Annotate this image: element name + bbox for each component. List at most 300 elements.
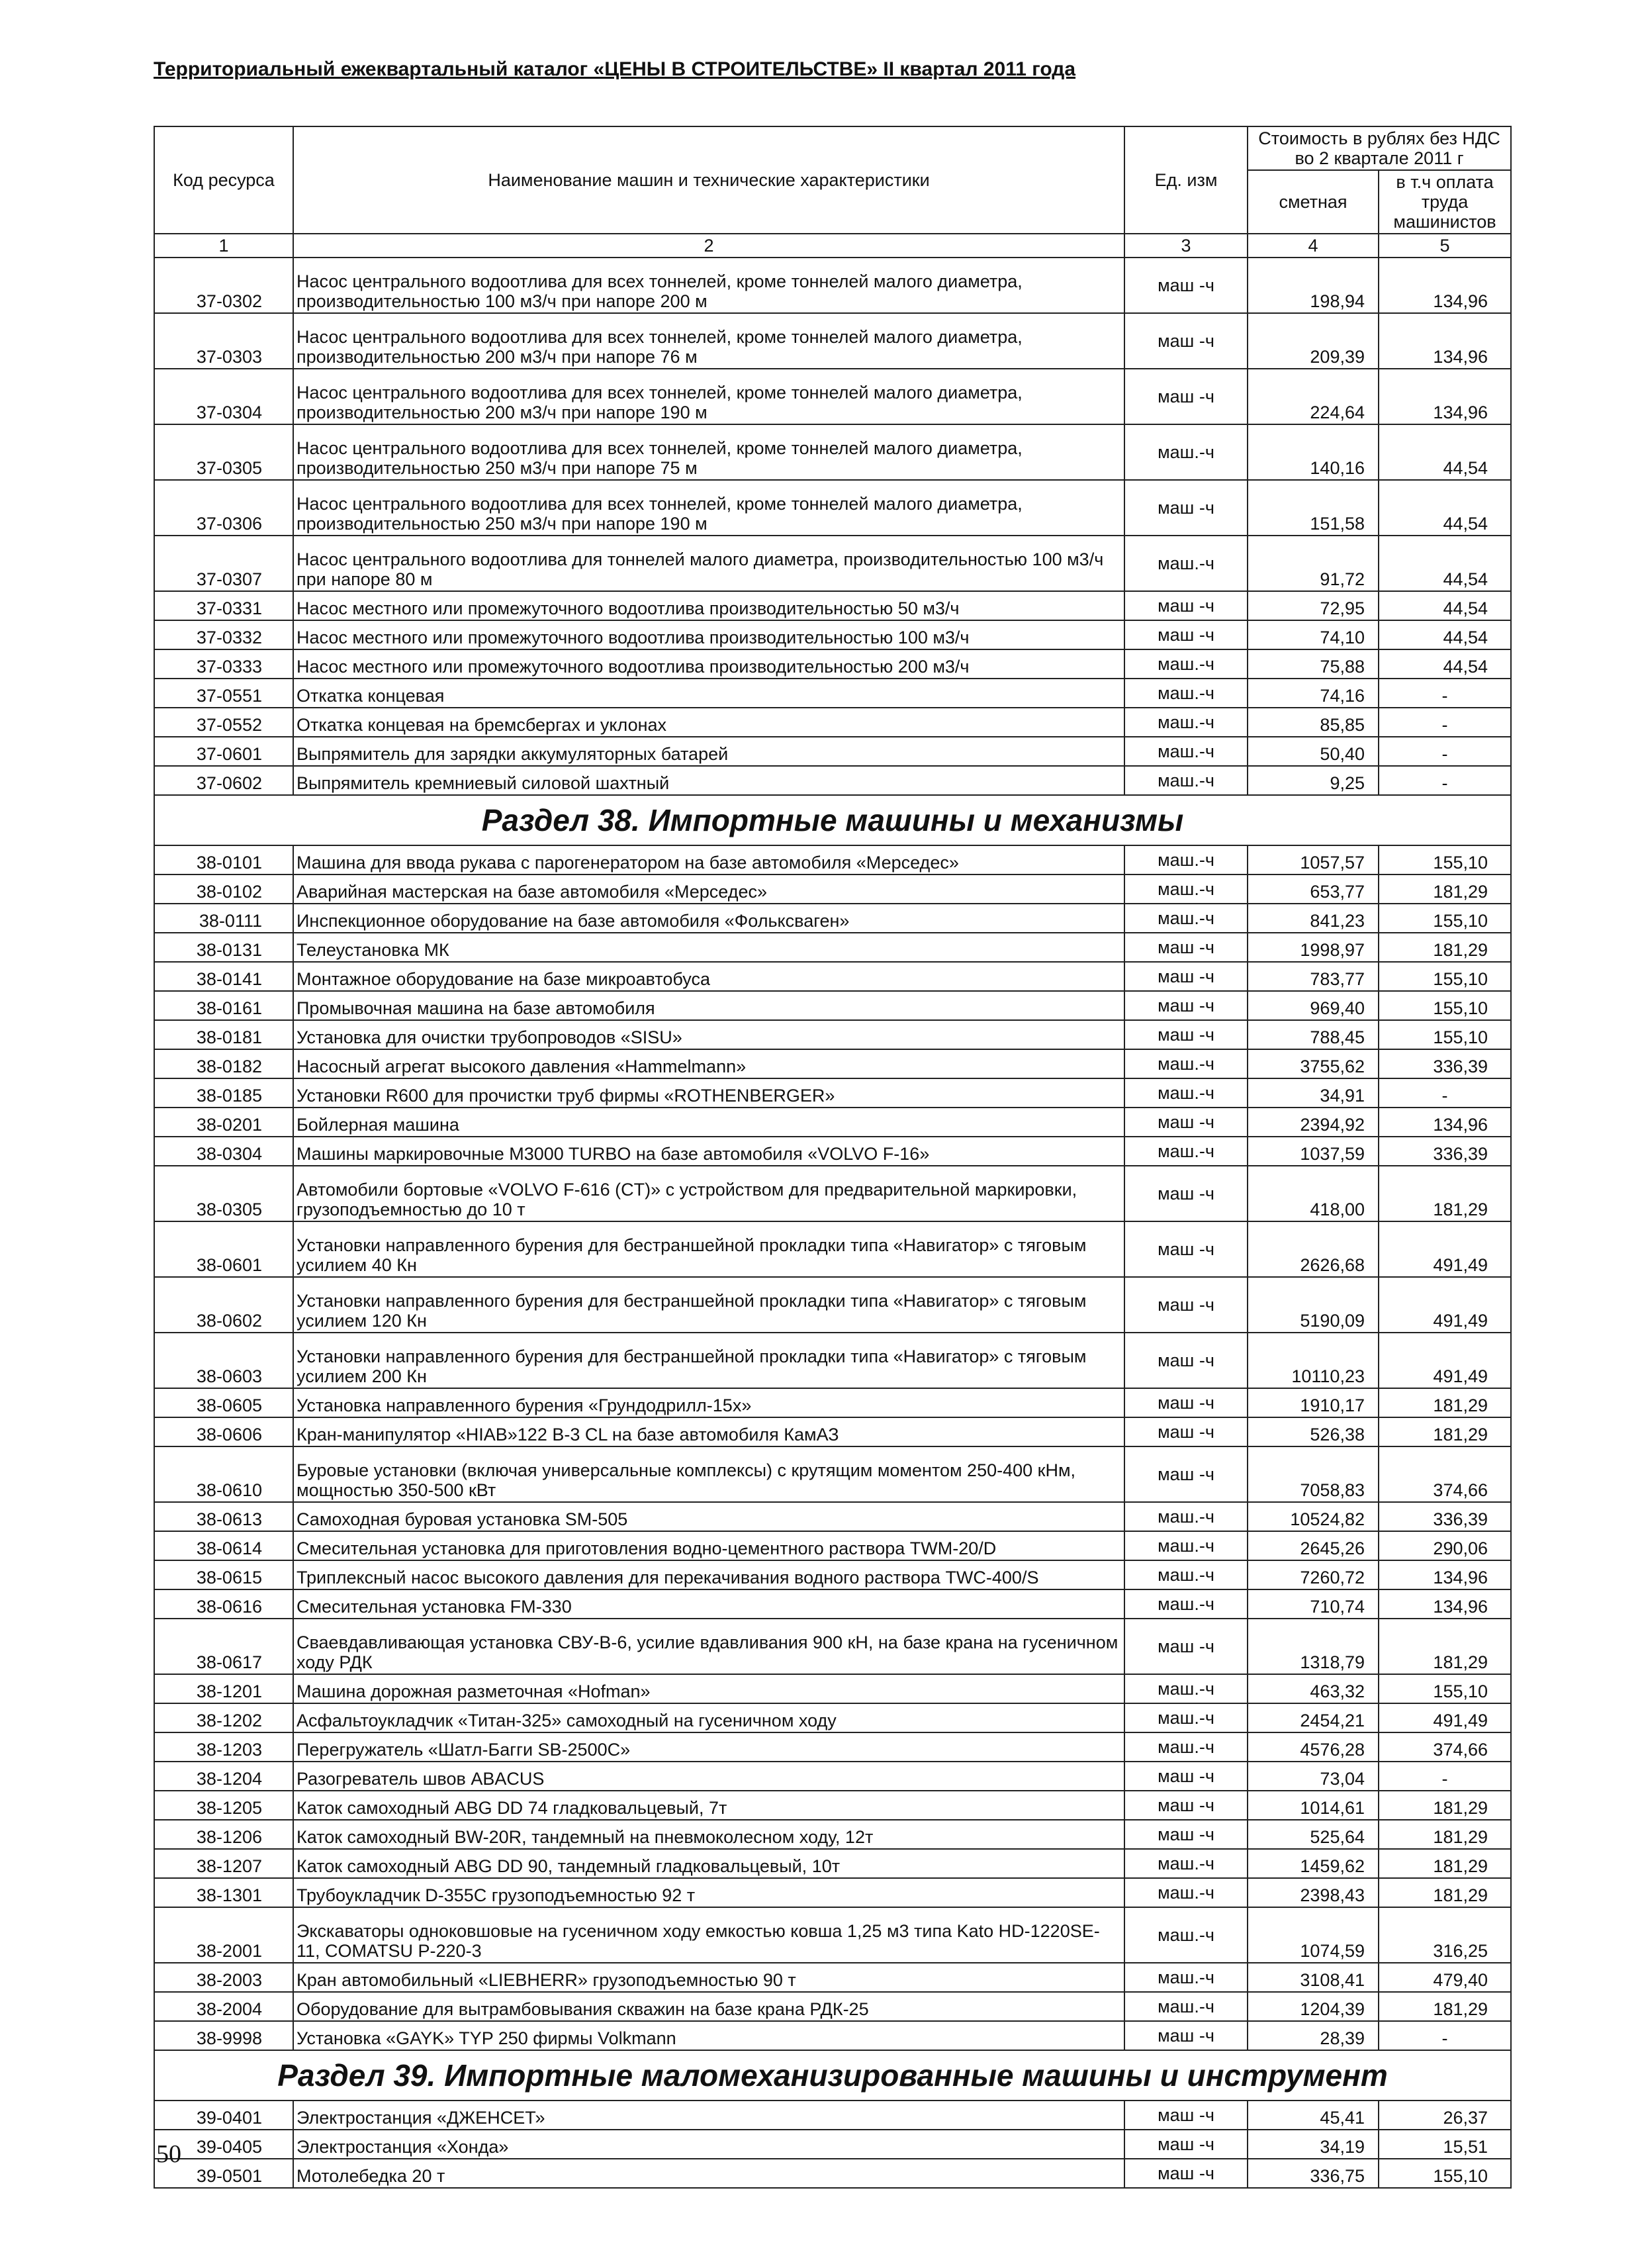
price-table-container [154,126,1510,2189]
table-row [154,845,1511,874]
machine-name-cell: Промывочная машина на базе автомобиля [293,991,1124,1020]
estimate-cost-cell: 653,77 [1248,874,1379,904]
table-row [154,1674,1511,1703]
resource-code-cell: 38-0304 [154,1137,293,1166]
estimate-cost-cell: 526,38 [1248,1417,1379,1446]
machine-name-cell: Установка «GAYK» TYP 250 фирмы Volkmann [293,2021,1124,2050]
machine-name-cell: Триплексный насос высокого давления для перекачивания водного раствора TWC-400/S [293,1560,1124,1589]
resource-code-cell: 38-0101 [154,845,293,874]
labor-cost-cell: - [1379,1762,1511,1791]
resource-code-cell: 38-0610 [154,1446,293,1502]
resource-code-cell: 37-0331 [154,591,293,620]
unit-cell: маш.-ч [1124,536,1248,591]
estimate-cost-cell: 788,45 [1248,1020,1379,1049]
table-row [154,1417,1511,1446]
machine-name-cell: Мотолебедка 20 т [293,2159,1124,2188]
unit-cell: маш.-ч [1124,1992,1248,2021]
resource-code-cell: 38-2004 [154,1992,293,2021]
estimate-cost-cell: 9,25 [1248,766,1379,795]
labor-cost-cell: 134,96 [1379,1560,1511,1589]
table-row [154,1166,1511,1221]
labor-cost-cell: - [1379,708,1511,737]
machine-name-cell: Насос центрального водоотлива для тоннелей малого диаметра, производительностью 100 м3/ч при напоре 80 м [293,536,1124,591]
unit-cell: маш.-ч [1124,1589,1248,1619]
table-row [154,369,1511,424]
unit-cell: маш -ч [1124,1020,1248,1049]
estimate-cost-cell: 75,88 [1248,649,1379,679]
estimate-cost-cell: 1459,62 [1248,1849,1379,1878]
labor-cost-cell: 134,96 [1379,369,1511,424]
resource-code-cell: 38-0111 [154,904,293,933]
resource-code-cell: 38-0161 [154,991,293,1020]
resource-code-cell: 37-0305 [154,424,293,480]
machine-name-cell: Каток самоходный BW-20R, тандемный на пневмоколесном ходу, 12т [293,1820,1124,1849]
labor-cost-cell: 44,54 [1379,649,1511,679]
estimate-cost-cell: 3755,62 [1248,1049,1379,1078]
labor-cost-cell: 336,39 [1379,1502,1511,1531]
table-row [154,1992,1511,2021]
unit-cell: маш.-ч [1124,1560,1248,1589]
labor-cost-cell: 181,29 [1379,1388,1511,1417]
labor-cost-cell: 44,54 [1379,424,1511,480]
machine-name-cell: Машины маркировочные M3000 TURBO на базе автомобиля «VOLVO F-16» [293,1137,1124,1166]
unit-cell: маш.-ч [1124,874,1248,904]
table-row [154,1963,1511,1992]
table-row [154,1108,1511,1137]
machine-name-cell: Установки направленного бурения для бестраншейной прокладки типа «Навигатор» с тяговым усилием 40 Кн [293,1221,1124,1277]
resource-code-cell: 37-0307 [154,536,293,591]
table-row [154,1333,1511,1388]
resource-code-cell: 37-0551 [154,679,293,708]
labor-cost-cell: 181,29 [1379,1992,1511,2021]
resource-code-cell: 38-1301 [154,1878,293,1907]
labor-cost-cell: 155,10 [1379,962,1511,991]
table-row [154,2101,1511,2130]
machine-name-cell: Насос центрального водоотлива для всех тоннелей, кроме тоннелей малого диаметра, производительностью 100 м3/ч при напоре 200 м [293,258,1124,313]
machine-name-cell: Экскаваторы одноковшовые на гусеничном ходу емкостью ковша 1,25 м3 типа Kato HD-1220SE-11, COMATSU P-220-3 [293,1907,1124,1963]
resource-code-cell: 38-1203 [154,1732,293,1762]
table-row [154,962,1511,991]
machine-name-cell: Установки R600 для прочистки труб фирмы «ROTHENBERGER» [293,1078,1124,1108]
resource-code-cell: 38-0617 [154,1619,293,1674]
machine-name-cell: Монтажное оборудование на базе микроавтобуса [293,962,1124,991]
resource-code-cell: 37-0552 [154,708,293,737]
resource-code-cell: 38-0185 [154,1078,293,1108]
col-code-header: Код ресурса [154,126,293,234]
table-row [154,1221,1511,1277]
estimate-cost-cell: 5190,09 [1248,1277,1379,1333]
estimate-cost-cell: 73,04 [1248,1762,1379,1791]
labor-cost-cell: 155,10 [1379,845,1511,874]
machine-name-cell: Каток самоходный ABG DD 90, тандемный гладковальцевый, 10т [293,1849,1124,1878]
estimate-cost-cell: 10110,23 [1248,1333,1379,1388]
machine-name-cell: Кран-манипулятор «HIAB»122 B-3 CL на базе автомобиля КамАЗ [293,1417,1124,1446]
labor-cost-cell: - [1379,766,1511,795]
estimate-cost-cell: 783,77 [1248,962,1379,991]
machine-name-cell: Насосный агрегат высокого давления «Hammelmann» [293,1049,1124,1078]
estimate-cost-cell: 209,39 [1248,313,1379,369]
unit-cell: маш -ч [1124,2159,1248,2188]
estimate-cost-cell: 1057,57 [1248,845,1379,874]
estimate-cost-cell: 198,94 [1248,258,1379,313]
labor-cost-cell: 491,49 [1379,1333,1511,1388]
resource-code-cell: 37-0304 [154,369,293,424]
labor-cost-cell: 181,29 [1379,1849,1511,1878]
unit-cell: маш.-ч [1124,1703,1248,1732]
labor-cost-cell: 374,66 [1379,1732,1511,1762]
labor-cost-cell: 181,29 [1379,1878,1511,1907]
estimate-cost-cell: 418,00 [1248,1166,1379,1221]
table-row [154,313,1511,369]
header-row-1 [154,126,1511,170]
resource-code-cell: 38-0201 [154,1108,293,1137]
section-title: Раздел 39. Импортные маломеханизированные машины и инструмент [154,2050,1511,2101]
table-row [154,679,1511,708]
machine-name-cell: Самоходная буровая установка SM-505 [293,1502,1124,1531]
col-cost-estimate-header: сметная [1248,170,1379,234]
table-row [154,536,1511,591]
labor-cost-cell: 134,96 [1379,1108,1511,1137]
unit-cell: маш.-ч [1124,1878,1248,1907]
table-body [154,258,1511,2188]
unit-cell: маш.-ч [1124,1674,1248,1703]
machine-name-cell: Насос центрального водоотлива для всех тоннелей, кроме тоннелей малого диаметра, производительностью 200 м3/ч при напоре 76 м [293,313,1124,369]
unit-cell: маш -ч [1124,1277,1248,1333]
table-row [154,1078,1511,1108]
machine-name-cell: Буровые установки (включая универсальные комплексы) с крутящим моментом 250-400 кНм, мощностью 350-500 кВт [293,1446,1124,1502]
resource-code-cell: 38-0605 [154,1388,293,1417]
resource-code-cell: 39-0501 [154,2159,293,2188]
unit-cell: маш -ч [1124,1388,1248,1417]
machine-name-cell: Смесительная установка для приготовления водно-цементного раствора TWM-20/D [293,1531,1124,1560]
machine-name-cell: Оборудование для вытрамбовывания скважин на базе крана РДК-25 [293,1992,1124,2021]
machine-name-cell: Установка для очистки трубопроводов «SISU» [293,1020,1124,1049]
estimate-cost-cell: 1037,59 [1248,1137,1379,1166]
resource-code-cell: 38-0182 [154,1049,293,1078]
labor-cost-cell: 491,49 [1379,1277,1511,1333]
table-row [154,737,1511,766]
estimate-cost-cell: 34,19 [1248,2130,1379,2159]
table-row [154,766,1511,795]
unit-cell: маш -ч [1124,2101,1248,2130]
resource-code-cell: 38-0614 [154,1531,293,1560]
table-row [154,1703,1511,1732]
estimate-cost-cell: 74,16 [1248,679,1379,708]
estimate-cost-cell: 710,74 [1248,1589,1379,1619]
labor-cost-cell: - [1379,737,1511,766]
table-row [154,2130,1511,2159]
catalog-header: Территориальный ежеквартальный каталог «ЦЕНЫ В СТРОИТЕЛЬСТВЕ» II квартал 2011 года [154,58,1076,80]
labor-cost-cell: 155,10 [1379,904,1511,933]
machine-name-cell: Установки направленного бурения для бестраншейной прокладки типа «Навигатор» с тяговым усилием 200 Кн [293,1333,1124,1388]
machine-name-cell: Электростанция «ДЖЕНСЕТ» [293,2101,1124,2130]
labor-cost-cell: 134,96 [1379,258,1511,313]
labor-cost-cell: 290,06 [1379,1531,1511,1560]
estimate-cost-cell: 1014,61 [1248,1791,1379,1820]
unit-cell: маш.-ч [1124,904,1248,933]
resource-code-cell: 38-0615 [154,1560,293,1589]
col-name-header: Наименование машин и технические характеристики [293,126,1124,234]
column-number: 3 [1124,234,1248,258]
machine-name-cell: Каток самоходный ABG DD 74 гладковальцевый, 7т [293,1791,1124,1820]
estimate-cost-cell: 50,40 [1248,737,1379,766]
estimate-cost-cell: 2394,92 [1248,1108,1379,1137]
labor-cost-cell: 26,37 [1379,2101,1511,2130]
unit-cell: маш -ч [1124,1820,1248,1849]
table-row [154,591,1511,620]
unit-cell: маш.-ч [1124,649,1248,679]
unit-cell: маш.-ч [1124,737,1248,766]
unit-cell: маш.-ч [1124,1963,1248,1992]
unit-cell: маш.-ч [1124,845,1248,874]
resource-code-cell: 38-0181 [154,1020,293,1049]
resource-code-cell: 37-0303 [154,313,293,369]
table-row [154,1502,1511,1531]
table-row [154,1820,1511,1849]
table-row [154,1049,1511,1078]
resource-code-cell: 39-0405 [154,2130,293,2159]
table-head [154,126,1511,258]
table-row [154,874,1511,904]
table-row [154,620,1511,649]
estimate-cost-cell: 45,41 [1248,2101,1379,2130]
unit-cell: маш -ч [1124,2130,1248,2159]
resource-code-cell: 39-0401 [154,2101,293,2130]
estimate-cost-cell: 224,64 [1248,369,1379,424]
table-row [154,424,1511,480]
estimate-cost-cell: 3108,41 [1248,1963,1379,1992]
estimate-cost-cell: 140,16 [1248,424,1379,480]
resource-code-cell: 37-0332 [154,620,293,649]
section-title: Раздел 38. Импортные машины и механизмы [154,795,1511,845]
table-row [154,1020,1511,1049]
unit-cell: маш -ч [1124,991,1248,1020]
labor-cost-cell: - [1379,2021,1511,2050]
labor-cost-cell: 44,54 [1379,620,1511,649]
machine-name-cell: Насос местного или промежуточного водоотлива производительностью 50 м3/ч [293,591,1124,620]
table-row [154,1762,1511,1791]
col-cost-group-header: Стоимость в рублях без НДС во 2 квартале 2011 г [1248,126,1511,170]
resource-code-cell: 37-0601 [154,737,293,766]
machine-name-cell: Смесительная установка FM-330 [293,1589,1124,1619]
estimate-cost-cell: 7260,72 [1248,1560,1379,1589]
resource-code-cell: 37-0306 [154,480,293,536]
machine-name-cell: Насос центрального водоотлива для всех тоннелей, кроме тоннелей малого диаметра, производительностью 250 м3/ч при напоре 75 м [293,424,1124,480]
page-number: 50 [156,2140,181,2168]
estimate-cost-cell: 463,32 [1248,1674,1379,1703]
labor-cost-cell: 155,10 [1379,1020,1511,1049]
table-row [154,2021,1511,2050]
labor-cost-cell: 155,10 [1379,2159,1511,2188]
table-row [154,1791,1511,1820]
table-row [154,649,1511,679]
unit-cell: маш -ч [1124,1166,1248,1221]
section-title-row [154,2050,1511,2101]
estimate-cost-cell: 91,72 [1248,536,1379,591]
estimate-cost-cell: 2398,43 [1248,1878,1379,1907]
resource-code-cell: 38-1201 [154,1674,293,1703]
resource-code-cell: 38-0602 [154,1277,293,1333]
resource-code-cell: 38-1202 [154,1703,293,1732]
resource-code-cell: 38-2001 [154,1907,293,1963]
resource-code-cell: 38-0616 [154,1589,293,1619]
table-row [154,2159,1511,2188]
machine-name-cell: Асфальтоукладчик «Титан-325» самоходный на гусеничном ходу [293,1703,1124,1732]
resource-code-cell: 38-0305 [154,1166,293,1221]
unit-cell: маш -ч [1124,1446,1248,1502]
labor-cost-cell: 181,29 [1379,1791,1511,1820]
estimate-cost-cell: 10524,82 [1248,1502,1379,1531]
estimate-cost-cell: 4576,28 [1248,1732,1379,1762]
machine-name-cell: Сваевдавливающая установка СВУ-В-6, усилие вдавливания 900 кН, на базе крана на гусеничном ходу РДК [293,1619,1124,1674]
machine-name-cell: Установка направленного бурения «Грундодрилл-15х» [293,1388,1124,1417]
labor-cost-cell: 491,49 [1379,1221,1511,1277]
resource-code-cell: 37-0333 [154,649,293,679]
labor-cost-cell: 479,40 [1379,1963,1511,1992]
machine-name-cell: Насос местного или промежуточного водоотлива производительностью 200 м3/ч [293,649,1124,679]
estimate-cost-cell: 1910,17 [1248,1388,1379,1417]
table-row [154,1531,1511,1560]
resource-code-cell: 38-0141 [154,962,293,991]
estimate-cost-cell: 841,23 [1248,904,1379,933]
resource-code-cell: 38-0606 [154,1417,293,1446]
resource-code-cell: 37-0302 [154,258,293,313]
machine-name-cell: Трубоукладчик D-355C грузоподъемностью 92 т [293,1878,1124,1907]
table-row [154,1277,1511,1333]
unit-cell: маш -ч [1124,1333,1248,1388]
unit-cell: маш -ч [1124,258,1248,313]
labor-cost-cell: 44,54 [1379,591,1511,620]
unit-cell: маш -ч [1124,313,1248,369]
labor-cost-cell: 181,29 [1379,1619,1511,1674]
unit-cell: маш.-ч [1124,1078,1248,1108]
resource-code-cell: 38-0131 [154,933,293,962]
unit-cell: маш.-ч [1124,708,1248,737]
price-table [154,126,1512,2189]
estimate-cost-cell: 1318,79 [1248,1619,1379,1674]
resource-code-cell: 38-0601 [154,1221,293,1277]
estimate-cost-cell: 969,40 [1248,991,1379,1020]
unit-cell: маш -ч [1124,933,1248,962]
labor-cost-cell: 181,29 [1379,1820,1511,1849]
machine-name-cell: Автомобили бортовые «VOLVO F-616 (CT)» с устройством для предварительной маркировки, грузоподъемностью до 10 т [293,1166,1124,1221]
unit-cell: маш -ч [1124,1619,1248,1674]
column-number: 2 [293,234,1124,258]
estimate-cost-cell: 336,75 [1248,2159,1379,2188]
labor-cost-cell: 44,54 [1379,480,1511,536]
section-title-row [154,795,1511,845]
estimate-cost-cell: 525,64 [1248,1820,1379,1849]
table-row [154,1137,1511,1166]
labor-cost-cell: 316,25 [1379,1907,1511,1963]
labor-cost-cell: 181,29 [1379,1166,1511,1221]
labor-cost-cell: 336,39 [1379,1049,1511,1078]
resource-code-cell: 37-0602 [154,766,293,795]
machine-name-cell: Насос местного или промежуточного водоотлива производительностью 100 м3/ч [293,620,1124,649]
labor-cost-cell: 336,39 [1379,1137,1511,1166]
table-row [154,1849,1511,1878]
machine-name-cell: Машина для ввода рукава с парогенератором на базе автомобиля «Мерседес» [293,845,1124,874]
resource-code-cell: 38-2003 [154,1963,293,1992]
unit-cell: маш.-ч [1124,1137,1248,1166]
machine-name-cell: Телеустановка МК [293,933,1124,962]
labor-cost-cell: 181,29 [1379,874,1511,904]
labor-cost-cell: 44,54 [1379,536,1511,591]
estimate-cost-cell: 28,39 [1248,2021,1379,2050]
table-row [154,1560,1511,1589]
machine-name-cell: Насос центрального водоотлива для всех тоннелей, кроме тоннелей малого диаметра, производительностью 200 м3/ч при напоре 190 м [293,369,1124,424]
labor-cost-cell: 134,96 [1379,313,1511,369]
unit-cell: маш -ч [1124,1221,1248,1277]
labor-cost-cell: 15,51 [1379,2130,1511,2159]
labor-cost-cell: 374,66 [1379,1446,1511,1502]
machine-name-cell: Выпрямитель для зарядки аккумуляторных батарей [293,737,1124,766]
col-labor-header: в т.ч оплата труда машинистов [1379,170,1511,234]
labor-cost-cell: 181,29 [1379,1417,1511,1446]
machine-name-cell: Разогреватель швов ABACUS [293,1762,1124,1791]
unit-cell: маш.-ч [1124,424,1248,480]
unit-cell: маш -ч [1124,1417,1248,1446]
unit-cell: маш -ч [1124,1108,1248,1137]
table-row [154,904,1511,933]
machine-name-cell: Насос центрального водоотлива для всех тоннелей, кроме тоннелей малого диаметра, производительностью 250 м3/ч при напоре 190 м [293,480,1124,536]
machine-name-cell: Перегружатель «Шатл-Багги SB-2500С» [293,1732,1124,1762]
machine-name-cell: Бойлерная машина [293,1108,1124,1137]
unit-cell: маш.-ч [1124,1849,1248,1878]
machine-name-cell: Электростанция «Хонда» [293,2130,1124,2159]
unit-cell: маш.-ч [1124,1502,1248,1531]
machine-name-cell: Аварийная мастерская на базе автомобиля «Мерседес» [293,874,1124,904]
labor-cost-cell: - [1379,679,1511,708]
column-number: 4 [1248,234,1379,258]
unit-cell: маш.-ч [1124,1732,1248,1762]
unit-cell: маш.-ч [1124,1531,1248,1560]
estimate-cost-cell: 2645,26 [1248,1531,1379,1560]
table-row [154,1446,1511,1502]
table-row [154,991,1511,1020]
table-row [154,1388,1511,1417]
estimate-cost-cell: 151,58 [1248,480,1379,536]
table-row [154,1878,1511,1907]
labor-cost-cell: 491,49 [1379,1703,1511,1732]
estimate-cost-cell: 74,10 [1248,620,1379,649]
estimate-cost-cell: 34,91 [1248,1078,1379,1108]
unit-cell: маш -ч [1124,620,1248,649]
machine-name-cell: Машина дорожная разметочная «Hofman» [293,1674,1124,1703]
estimate-cost-cell: 1998,97 [1248,933,1379,962]
estimate-cost-cell: 72,95 [1248,591,1379,620]
unit-cell: маш -ч [1124,962,1248,991]
table-row [154,1589,1511,1619]
unit-cell: маш -ч [1124,591,1248,620]
table-row [154,480,1511,536]
unit-cell: маш -ч [1124,1791,1248,1820]
column-number: 1 [154,234,293,258]
labor-cost-cell: 181,29 [1379,933,1511,962]
column-number: 5 [1379,234,1511,258]
estimate-cost-cell: 7058,83 [1248,1446,1379,1502]
unit-cell: маш -ч [1124,2021,1248,2050]
resource-code-cell: 38-9998 [154,2021,293,2050]
table-row [154,1732,1511,1762]
machine-name-cell: Выпрямитель кремниевый силовой шахтный [293,766,1124,795]
estimate-cost-cell: 2454,21 [1248,1703,1379,1732]
unit-cell: маш -ч [1124,480,1248,536]
estimate-cost-cell: 1204,39 [1248,1992,1379,2021]
unit-cell: маш.-ч [1124,679,1248,708]
table-row [154,708,1511,737]
machine-name-cell: Установки направленного бурения для бестраншейной прокладки типа «Навигатор» с тяговым усилием 120 Кн [293,1277,1124,1333]
